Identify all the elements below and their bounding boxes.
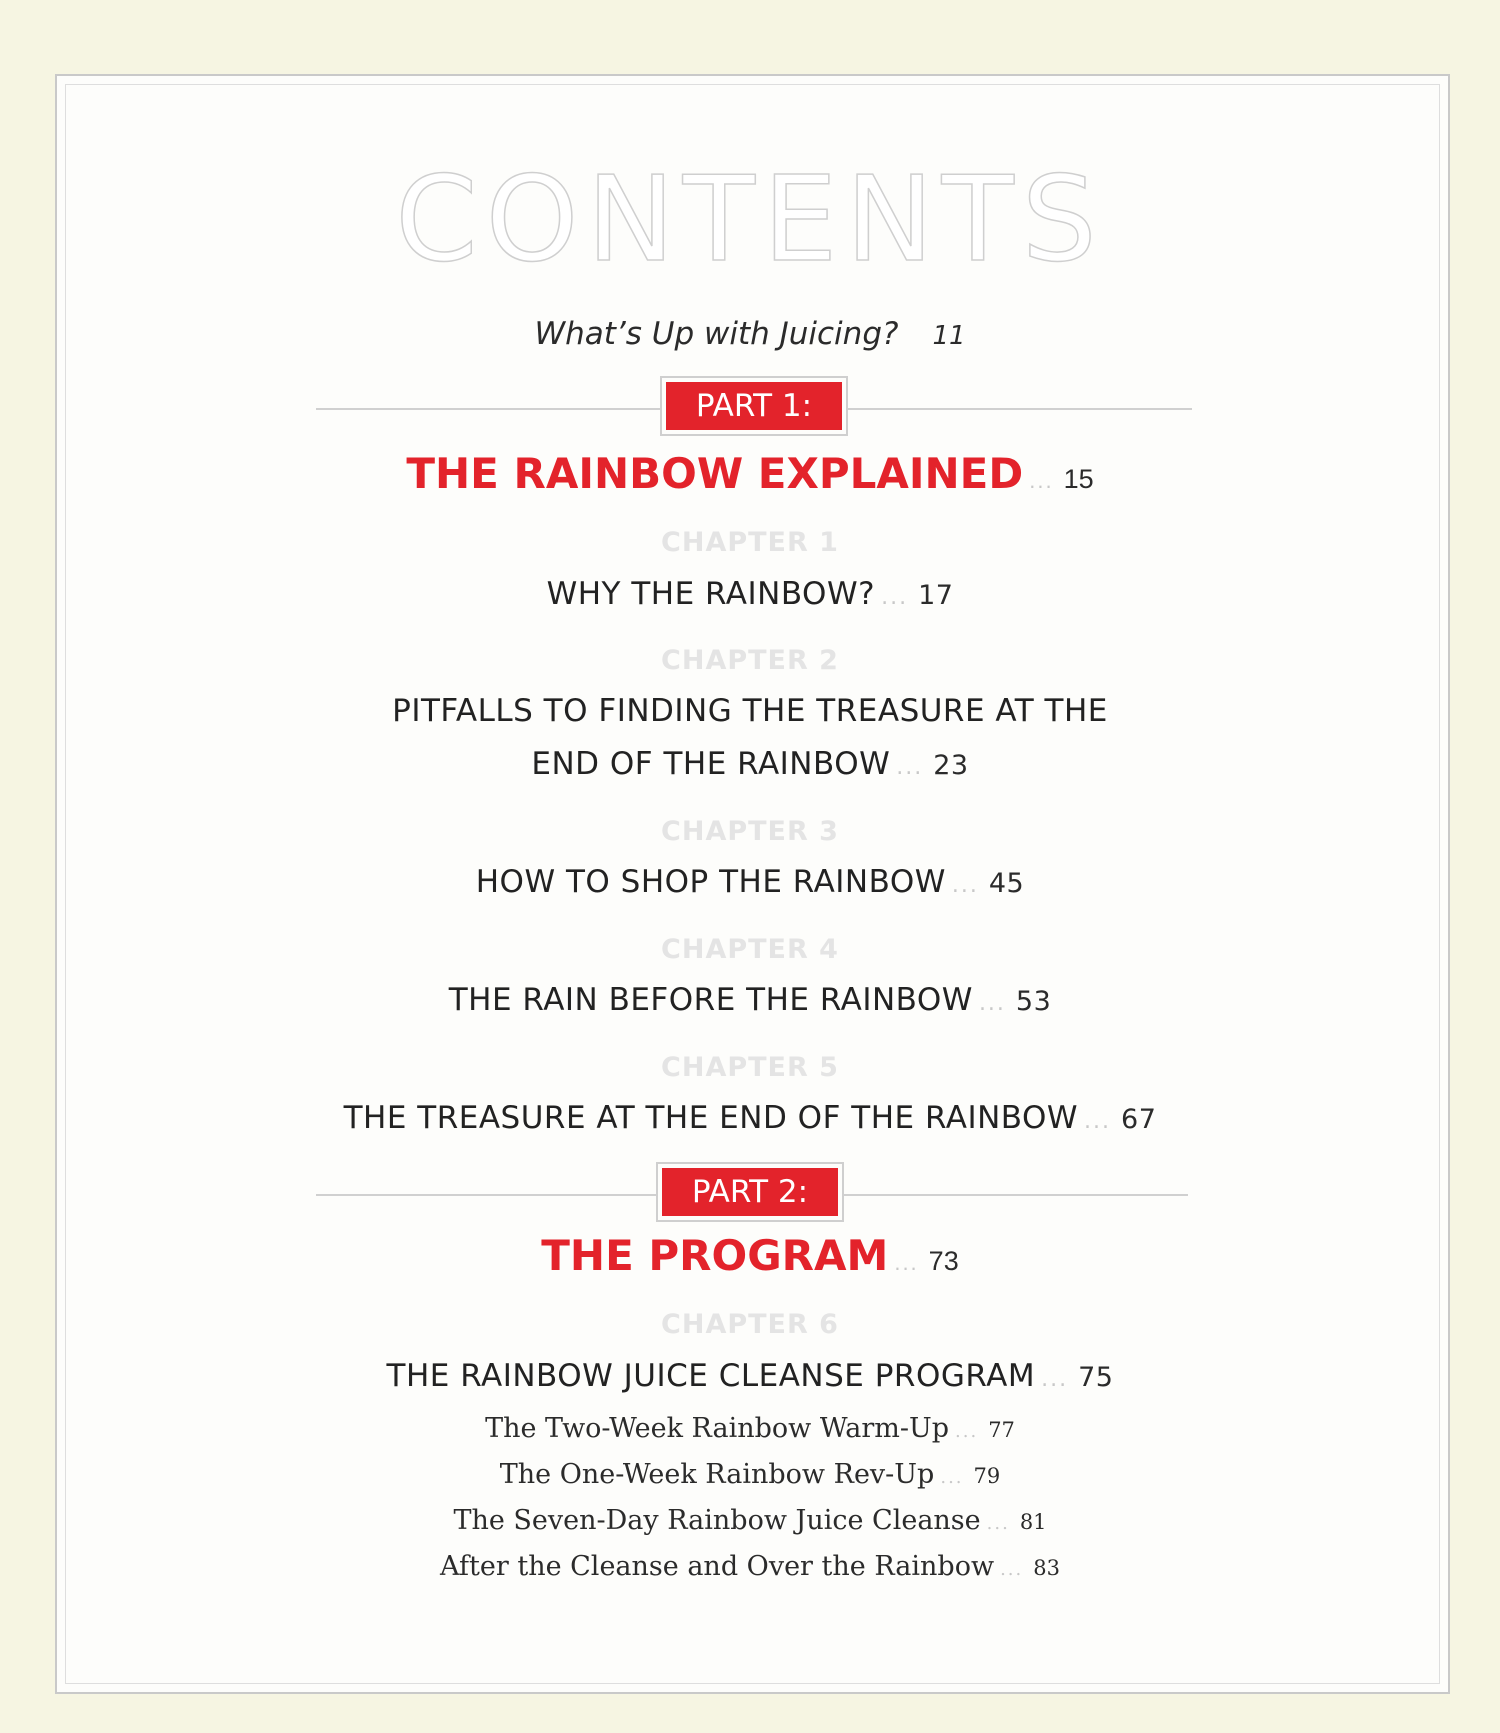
intro-page-number: 11 [932, 321, 966, 351]
chapter-2-title-line-2: END OF THE RAINBOW [531, 746, 891, 782]
section-title: After the Cleanse and Over the Rainbow [440, 1551, 995, 1582]
leader-dots: ... [955, 1421, 979, 1442]
section-title: The Seven-Day Rainbow Juice Cleanse [453, 1505, 981, 1536]
leader-dots: ... [896, 755, 924, 780]
chapter-6-label: CHAPTER 6 [661, 1309, 839, 1340]
chapter-1-label: CHAPTER 1 [661, 527, 839, 558]
chapter-2-page-number: 23 [933, 750, 969, 781]
part2-page-number: 73 [928, 1246, 959, 1276]
intro-entry[interactable] [0, 316, 1500, 352]
leader-dots: ... [1041, 1367, 1069, 1392]
part2-heading[interactable] [0, 1231, 1500, 1280]
chapter-1-entry[interactable] [0, 576, 1500, 612]
chapter-3-label: CHAPTER 3 [661, 816, 839, 847]
chapter-6-entry[interactable] [0, 1358, 1500, 1394]
part1-page-number: 15 [1063, 464, 1094, 494]
section-entry[interactable] [0, 1459, 1500, 1490]
part1-title: THE RAINBOW EXPLAINED [406, 449, 1024, 498]
leader-dots: ... [894, 1250, 919, 1275]
section-entry[interactable] [0, 1551, 1500, 1582]
intro-title: What’s Up with Juicing? [534, 316, 899, 352]
chapter-5-entry[interactable] [0, 1100, 1500, 1136]
leader-dots: ... [986, 1513, 1010, 1534]
leader-dots: ... [1084, 1109, 1112, 1134]
chapter-5-label: CHAPTER 5 [661, 1052, 839, 1083]
part1-badge: PART 1: [666, 382, 842, 430]
leader-dots: ... [940, 1467, 964, 1488]
part2-badge: PART 2: [662, 1168, 838, 1216]
section-page-number: 83 [1033, 1556, 1060, 1580]
chapter-4-label: CHAPTER 4 [661, 934, 839, 965]
chapter-3-page-number: 45 [988, 868, 1025, 899]
chapter-1-page-number: 17 [918, 580, 954, 611]
part1-heading[interactable] [0, 449, 1500, 498]
section-page-number: 77 [988, 1418, 1015, 1442]
chapter-1-title: WHY THE RAINBOW? [546, 576, 876, 612]
chapter-2-entry[interactable] [0, 746, 1500, 782]
section-title: The One-Week Rainbow Rev-Up [499, 1459, 935, 1490]
chapter-4-page-number: 53 [1015, 986, 1052, 1017]
chapter-6-title: THE RAINBOW JUICE CLEANSE PROGRAM [386, 1358, 1036, 1394]
page-title: CONTENTS [395, 150, 1105, 288]
chapter-4-title: THE RAIN BEFORE THE RAINBOW [448, 982, 973, 1018]
chapter-2-title-line-1[interactable]: PITFALLS TO FINDING THE TREASURE AT THE [392, 693, 1108, 729]
chapter-2-label: CHAPTER 2 [661, 645, 839, 676]
section-title: The Two-Week Rainbow Warm-Up [485, 1413, 950, 1444]
leader-dots: ... [1000, 1559, 1024, 1580]
leader-dots: ... [881, 585, 909, 610]
leader-dots: ... [1029, 468, 1054, 493]
chapter-6-page-number: 75 [1078, 1362, 1114, 1393]
part2-title: THE PROGRAM [541, 1231, 889, 1280]
section-entry[interactable] [0, 1413, 1500, 1444]
chapter-5-page-number: 67 [1121, 1104, 1157, 1135]
chapter-5-title: THE TREASURE AT THE END OF THE RAINBOW [343, 1100, 1079, 1136]
chapter-4-entry[interactable] [0, 982, 1500, 1018]
section-page-number: 79 [973, 1464, 1001, 1488]
section-page-number: 81 [1019, 1510, 1047, 1534]
chapter-3-entry[interactable] [0, 864, 1500, 900]
leader-dots: ... [951, 873, 979, 898]
section-entry[interactable] [0, 1505, 1500, 1536]
leader-dots: ... [978, 991, 1006, 1016]
chapter-3-title: HOW TO SHOP THE RAINBOW [475, 864, 946, 900]
